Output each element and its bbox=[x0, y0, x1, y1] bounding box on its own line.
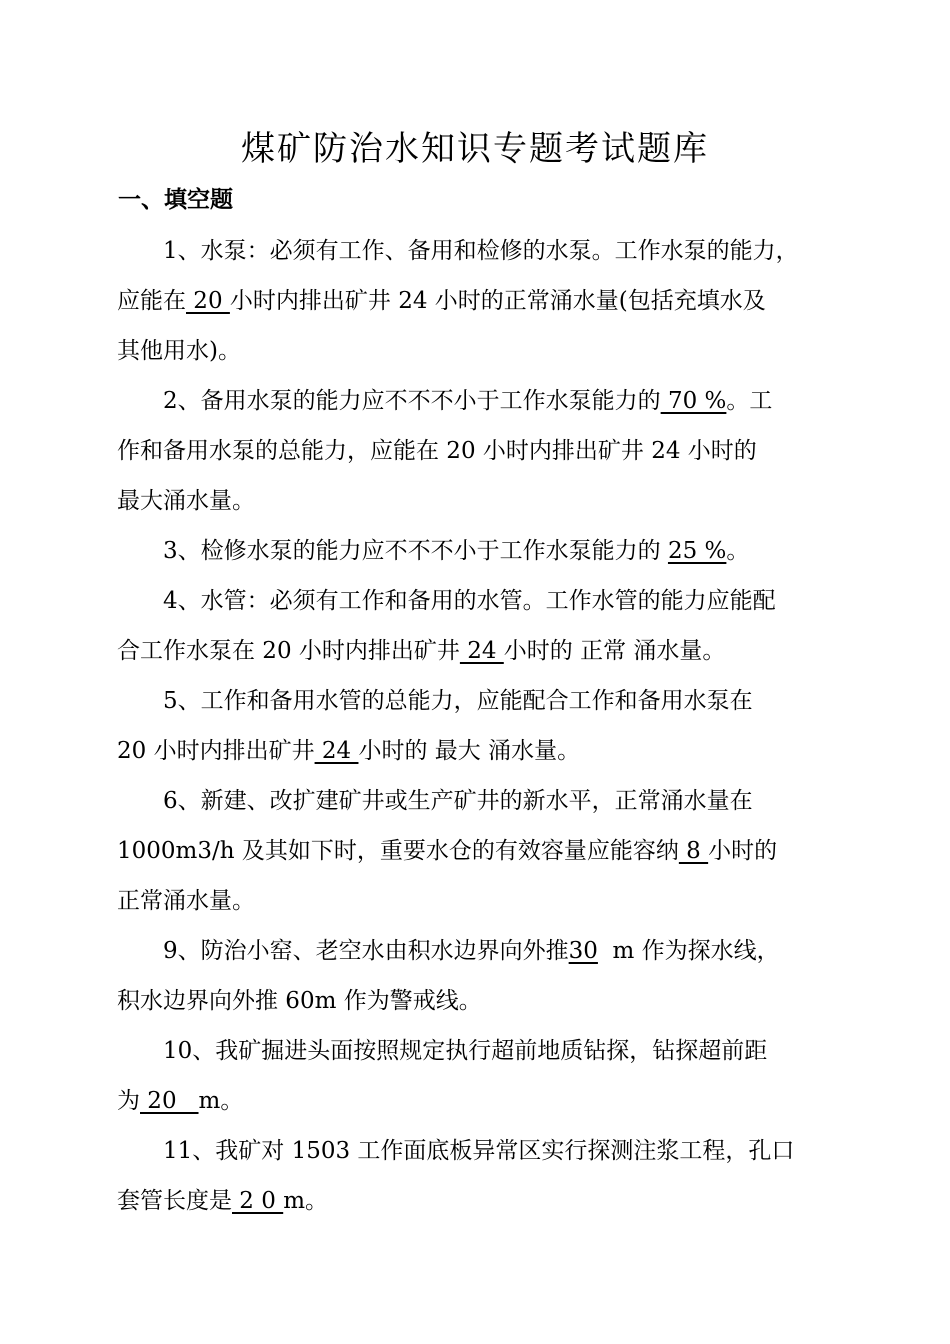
answer-blank: 70 % bbox=[660, 388, 727, 414]
question-9-line-2: 积水边界向外推 60m 作为警戒线。 bbox=[117, 988, 482, 1014]
question-6-line-2 bbox=[117, 831, 777, 871]
text: m。 bbox=[198, 1088, 244, 1114]
question-4-line-1: 4、水管：必须有工作和备用的水管。工作水管的能力应能配 bbox=[163, 588, 776, 614]
question-6-line-1: 6、新建、改扩建矿井或生产矿井的新水平，正常涌水量在 bbox=[163, 788, 753, 814]
answer-blank: 24 bbox=[314, 738, 359, 764]
section-heading: 一、填空题 bbox=[118, 187, 233, 213]
text: 9、防治小窑、老空水由积水边界向外推 bbox=[163, 938, 569, 964]
text: 合工作水泵在 20 小时内排出矿井 bbox=[117, 638, 460, 664]
question-2-line-2: 作和备用水泵的总能力，应能在 20 小时内排出矿井 24 小时的 bbox=[117, 438, 757, 464]
text: 小时的 bbox=[708, 838, 778, 864]
text: 套管长度是 bbox=[117, 1188, 232, 1214]
question-4-line-2 bbox=[117, 631, 725, 671]
answer-blank: 25 % bbox=[667, 538, 727, 564]
answer-blank: 24 bbox=[459, 638, 504, 664]
question-11-line-1: 11、我矿对 1503 工作面底板异常区实行探测注浆工程，孔口 bbox=[163, 1138, 795, 1164]
text: 3、检修水泵的能力应不不不小于工作水泵能力的 bbox=[163, 538, 668, 564]
question-5-line-2 bbox=[117, 731, 580, 771]
text: m 作为探水线， bbox=[597, 938, 780, 964]
question-2-line-1 bbox=[163, 381, 772, 421]
text: 。工 bbox=[726, 388, 773, 414]
question-1-line-1: 1、水泵：必须有工作、备用和检修的水泵。工作水泵的能力， bbox=[163, 238, 799, 264]
answer-blank: 2 0 bbox=[232, 1188, 284, 1214]
question-3-line-1 bbox=[163, 531, 749, 571]
answer-blank: 30 bbox=[568, 938, 598, 964]
text: 1000m3/h 及其如下时，重要水仓的有效容量应能容纳 bbox=[117, 838, 679, 864]
text: 小时的 最大 涌水量。 bbox=[358, 738, 581, 764]
answer-blank: 20 bbox=[140, 1088, 199, 1114]
text: 。 bbox=[726, 538, 750, 564]
text: 应能在 bbox=[117, 288, 186, 314]
document-title: 煤矿防治水知识专题考试题库 bbox=[241, 129, 709, 169]
text: 小时的 正常 涌水量。 bbox=[503, 638, 726, 664]
question-2-line-3: 最大涌水量。 bbox=[117, 488, 255, 514]
answer-blank: 20 bbox=[186, 288, 230, 314]
text: 为 bbox=[117, 1088, 140, 1114]
question-1-line-2 bbox=[117, 281, 766, 321]
question-10-line-1: 10、我矿掘进头面按照规定执行超前地质钻探，钻探超前距 bbox=[163, 1038, 768, 1064]
question-10-line-2 bbox=[117, 1081, 243, 1121]
text: 小时内排出矿井 24 小时的正常涌水量(包括充填水及 bbox=[229, 288, 766, 314]
question-1-line-3: 其他用水)。 bbox=[117, 338, 241, 364]
answer-blank: 8 bbox=[678, 838, 709, 864]
question-9-line-1 bbox=[163, 931, 780, 971]
text: 2、备用水泵的能力应不不不小于工作水泵能力的 bbox=[163, 388, 661, 414]
question-6-line-3: 正常涌水量。 bbox=[117, 888, 255, 914]
question-11-line-2 bbox=[117, 1181, 328, 1221]
text: m。 bbox=[283, 1188, 329, 1214]
text: 20 小时内排出矿井 bbox=[117, 738, 315, 764]
question-5-line-1: 5、工作和备用水管的总能力，应能配合工作和备用水泵在 bbox=[163, 688, 753, 714]
